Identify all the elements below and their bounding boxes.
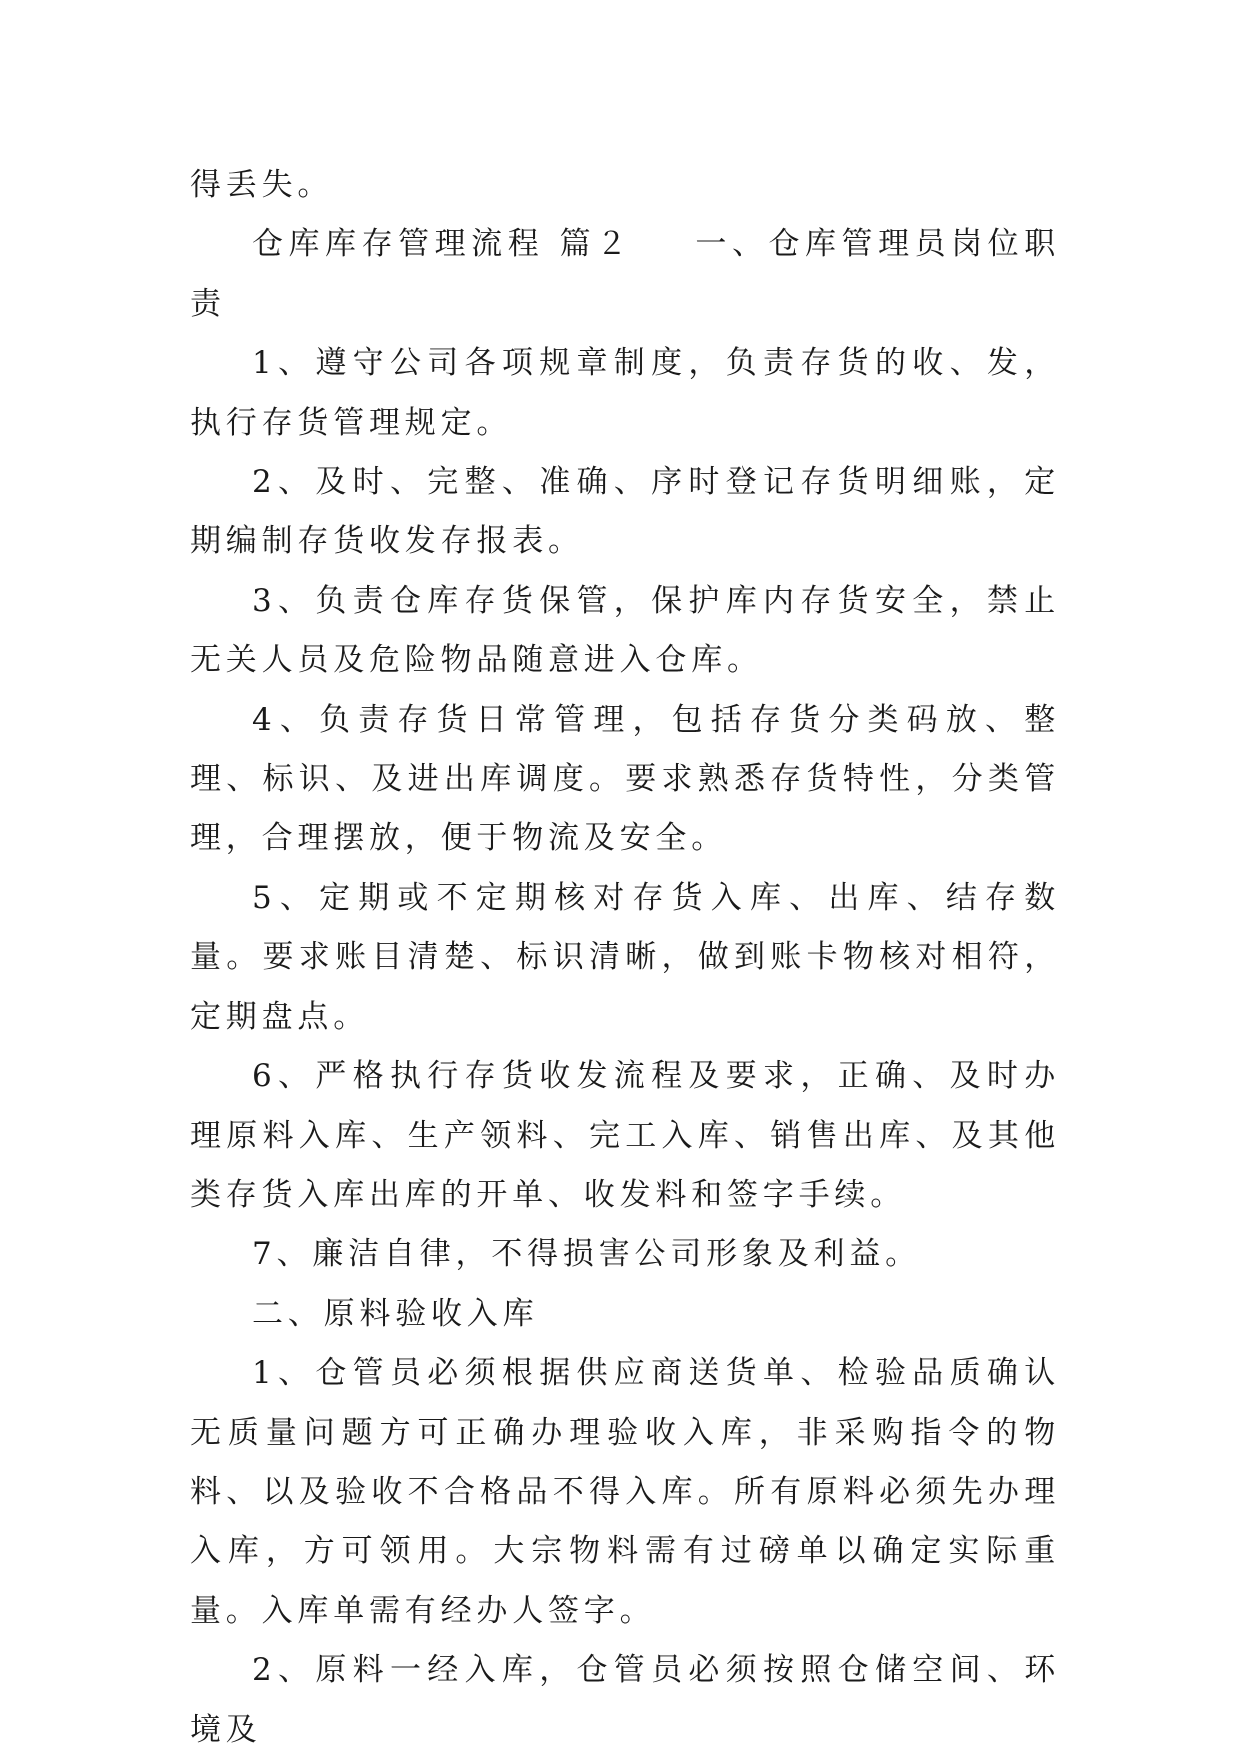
section-2-item-2: 2、原料一经入库，仓管员必须按照仓储空间、环境及 [190, 1652, 1060, 1748]
section-1-item-6: 6、严格执行存货收发流程及要求，正确、及时办理原料入库、生产领料、完工入库、销售出库、及其他类存货入库出库的开单、收发料和签字手续。 [190, 1058, 1060, 1213]
document-heading-line [190, 215, 1060, 334]
section-1-item-3: 3、负责仓库存货保管，保护库内存货安全，禁止无关人员及危险物品随意进入仓库。 [190, 582, 1060, 679]
section-1-heading: 一、仓库管理员岗位职责 [190, 226, 1061, 322]
section-2-item-1: 1、仓管员必须根据供应商送货单、检验品质确认无质量问题方可正确办理验收入库，非采购指令的物料、以及验收不合格品不得入库。所有原料必须先办理入库，方可领用。大宗物料需有过磅单以确定实际重量。入库单需有经办人签字。 [190, 1355, 1060, 1629]
section-1-item-2: 2、及时、完整、准确、序时登记存货明细账，定期编制存货收发存报表。 [190, 464, 1060, 560]
section-1-item-7: 7、廉洁自律，不得损害公司形象及利益。 [252, 1236, 921, 1273]
continued-fragment: 得丢失。 [190, 167, 334, 203]
document-title: 仓库库存管理流程 [252, 226, 545, 263]
document-body [190, 156, 1060, 1760]
section-1-item-1: 1、遵守公司各项规章制度，负责存货的收、发，执行存货管理规定。 [190, 345, 1060, 441]
section-2-heading: 二、原料验收入库 [252, 1295, 539, 1332]
section-1-item-5: 5、定期或不定期核对存货入库、出库、结存数量。要求账目清楚、标识清晰，做到账卡物核对相符，定期盘点。 [190, 879, 1060, 1035]
section-1-item-4: 4、负责存货日常管理，包括存货分类码放、整理、标识、及进出库调度。要求熟悉存货特性，分类管理，合理摆放，便于物流及安全。 [190, 701, 1060, 857]
document-part-label: 篇２ [559, 226, 633, 263]
